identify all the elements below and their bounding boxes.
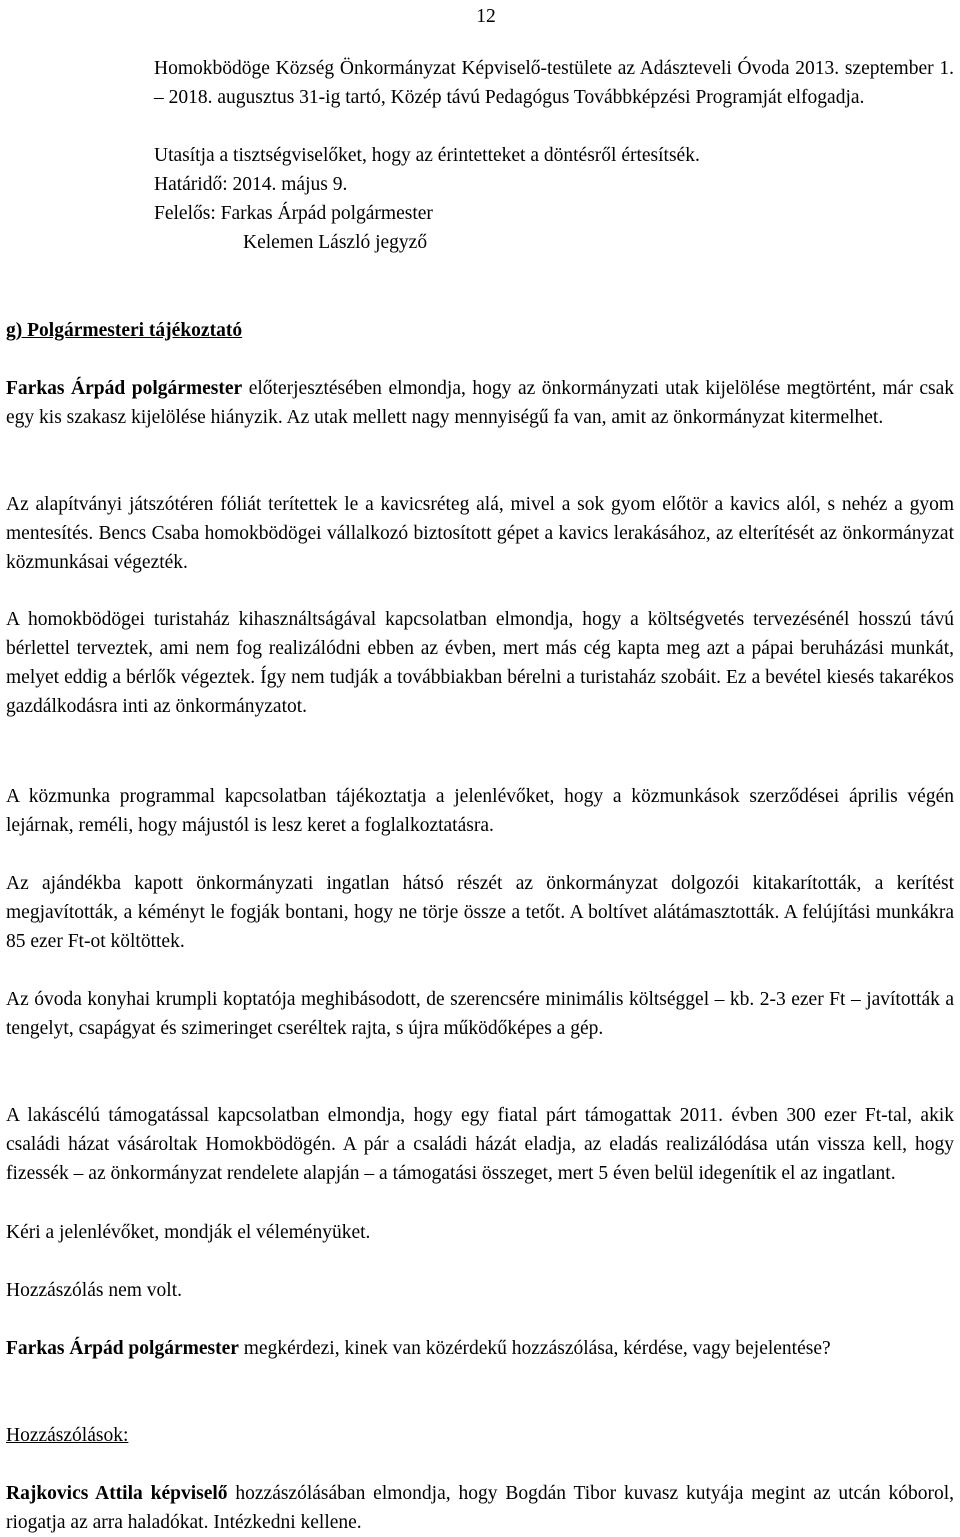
paragraph-tourist-house: A homokbödögei turistaház kihasználtságával kapcsolatban elmondja, hogy a költségvetés tervezésénél hosszú távú bérlettel terveztek, ami nem fog realizálódni ebben az évben, mert más cég kapta meg azt a pápai beruházási munkát, melyet eddig a bérlők végeztek. Így nem tudják a továbbiakban bérelni a turistaház szobáit. Ez a bevétel kiesés takarékos gazdálkodásra inti az önkormányzatot. [6, 609, 954, 717]
section-heading-g-label: g) Polgármesteri tájékoztató [6, 320, 243, 341]
resolution-deadline: Határidő: 2014. május 9. [154, 174, 348, 195]
paragraph-roads [6, 374, 954, 432]
paragraph-playground: Az alapítványi játszótéren fóliát terítettek le a kavicsréteg alá, mivel a sok gyom előtör a kavics alól, s nehéz a gyom mentesítés. Bencs Csaba homokbödögei vállalkozó biztosított gépet a kavics lerakásához, az elterítését az önkormányzat közmunkásai végezték. [6, 494, 954, 573]
speaker-representative: Rajkovics Attila képviselő [6, 1483, 228, 1504]
resolution-text: Homokbödöge Község Önkormányzat Képviselő-testülete az Adászteveli Óvoda 2013. szeptember 1. – 2018. augusztus 31-ig tartó, Közép távú Pedagógus Továbbképzési Programját elfogadja. [154, 58, 954, 108]
paragraph-dog-complaint-text: hozzászólásában elmondja, hogy Bogdán Tibor kuvasz kutyája megint az utcán kóborol, riogatja az arra haladókat. Intézkedni kellene. [6, 1483, 954, 1533]
paragraph-public-questions [6, 1334, 954, 1363]
speaker-mayor-2: Farkas Árpád polgármester [6, 1338, 239, 1359]
paragraph-kitchen-machine: Az óvoda konyhai krumpli koptatója meghibásodott, de szerencsére minimális költséggel – kb. 2-3 ezer Ft – javították a tengelyt, csapágyat és szimeringet cseréltek rajta, s újra működőképes a gép. [6, 989, 954, 1039]
paragraph-public-work: A közmunka programmal kapcsolatban tájékoztatja a jelenlévőket, hogy a közmunkások szerződései április végén lejárnak, reméli, hogy májustól is lesz keret a foglalkoztatásra. [6, 786, 954, 836]
comments-heading [6, 1421, 128, 1450]
speaker-mayor: Farkas Árpád polgármester [6, 378, 243, 399]
paragraph-roads-text: előterjesztésében elmondja, hogy az önkormányzati utak kijelölése megtörtént, már csak egy kis szakasz kijelölése hiányzik. Az utak mellett nagy mennyiségű fa van, amit az önkormányzat kitermelhet. [6, 378, 955, 428]
page-number: 12 [476, 6, 496, 27]
paragraph-dog-complaint [6, 1479, 954, 1537]
paragraph-public-questions-text: megkérdezi, kinek van közérdekű hozzászólása, kérdése, vagy bejelentése? [238, 1338, 831, 1359]
paragraph-ask-opinion: Kéri a jelenlévőket, mondják el véleményüket. [6, 1222, 371, 1243]
paragraph-housing-support: A lakáscélú támogatással kapcsolatban elmondja, hogy egy fiatal párt támogattak 2011. évben 300 ezer Ft-tal, akik családi házat vásároltak Homokbödögén. A pár a családi házát eladja, az eladás realizálódása után vissza kell, hogy fizessék – az önkormányzat rendelete alapján – a támogatási összeget, mert 5 éven belül idegenítik el az ingatlant. [6, 1105, 954, 1184]
paragraph-property: Az ajándékba kapott önkormányzati ingatlan hátsó részét az önkormányzat dolgozói kitakarították, a kerítést megjavították, a kéményt le fogják bontani, hogy ne törje össze a tetőt. A boltívet alátámasztották. A felújítási munkákra 85 ezer Ft-ot költöttek. [6, 873, 954, 952]
no-comment-note: Hozzászólás nem volt. [6, 1280, 182, 1301]
comments-heading-label: Hozzászólások: [6, 1425, 129, 1446]
section-heading-g [6, 316, 242, 345]
resolution-responsible-mayor: Felelős: Farkas Árpád polgármester [154, 203, 433, 224]
resolution-instruction: Utasítja a tisztségviselőket, hogy az érintetteket a döntésről értesítsék. [154, 145, 700, 166]
resolution-responsible-notary: Kelemen László jegyző [243, 232, 428, 253]
